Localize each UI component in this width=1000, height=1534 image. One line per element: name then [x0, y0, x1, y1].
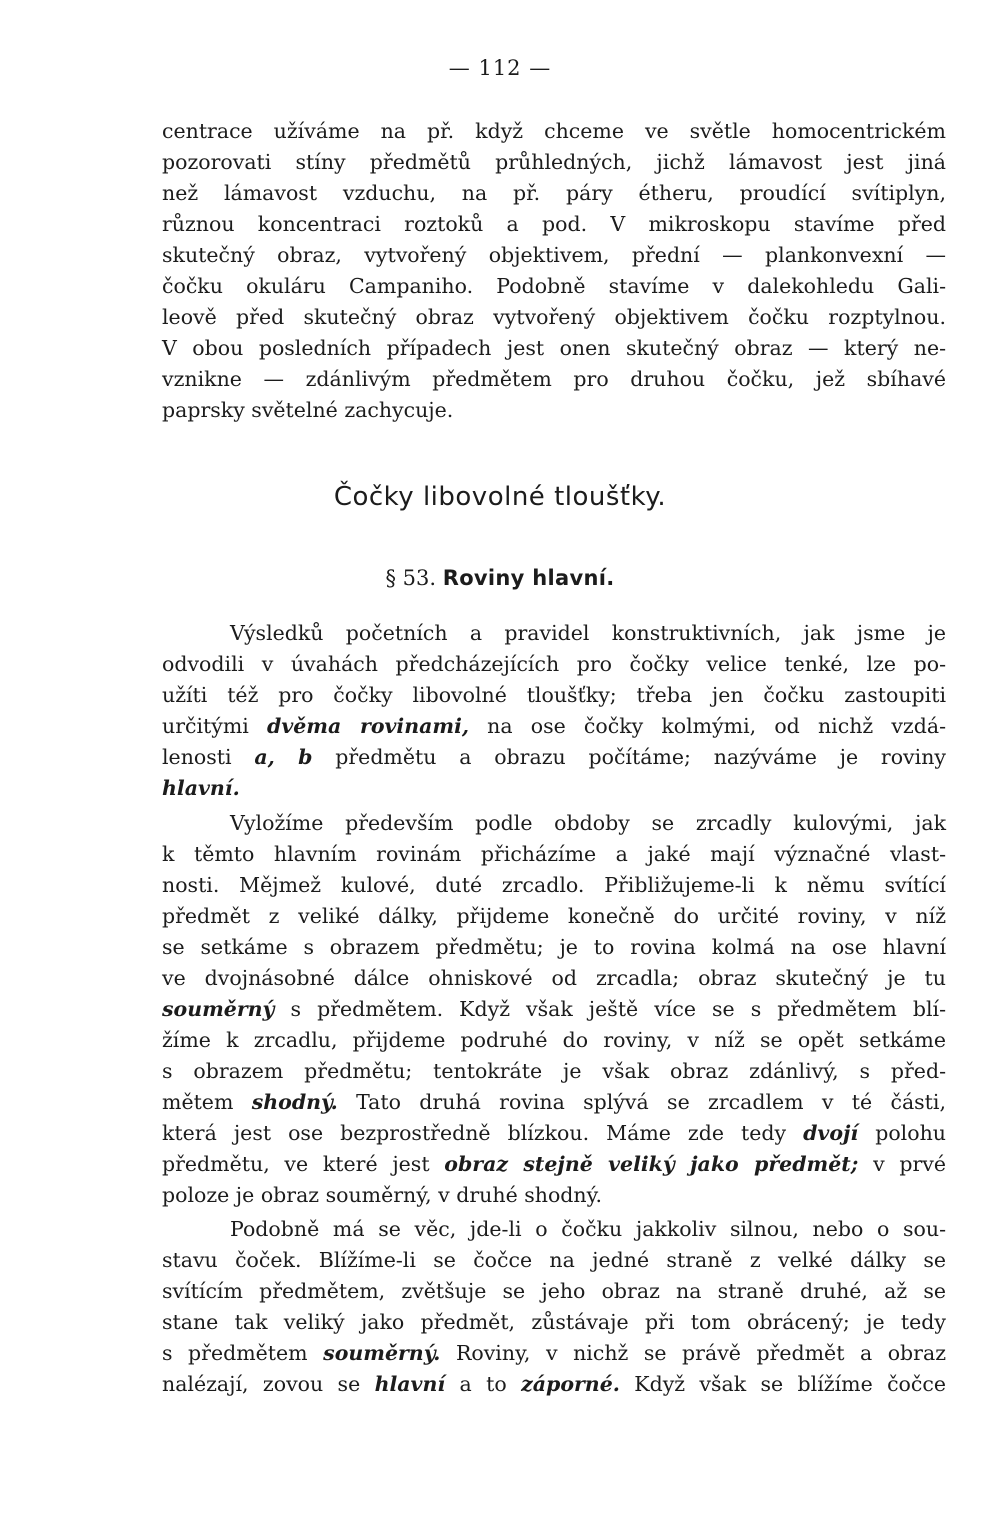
text-segment: žíme k zrcadlu, přijdeme podruhé do roviny, v níž se opět setkáme	[162, 1028, 946, 1052]
text-segment: v prvé	[858, 1152, 947, 1176]
text-line: vznikne — zdánlivým předmětem pro druhou čočku, jež sbíhavé	[162, 367, 946, 391]
text-line	[162, 901, 946, 932]
text-segment: stavu čoček. Blížíme-li se čočce na jedné straně z velké dálky se	[162, 1248, 946, 1272]
text-segment: s předmětem. Když však ještě více se s předmětem blí-	[274, 997, 946, 1021]
emphasized-text: záporné.	[521, 1372, 620, 1396]
text-line	[162, 1087, 946, 1118]
emphasized-text: souměrný	[162, 997, 275, 1021]
text-line	[162, 963, 946, 994]
text-line	[162, 1056, 946, 1087]
text-line	[162, 773, 946, 804]
emphasized-text: obraz stejně veliký jako předmět;	[444, 1152, 859, 1176]
text-line: centrace užíváme na př. když chceme ve světle homocentrickém	[162, 119, 946, 143]
text-segment: Výsledků početních a pravidel konstruktivních, jak jsme je	[230, 621, 946, 645]
text-line: skutečný obraz, vytvořený objektivem, přední — plankonvexní —	[162, 243, 946, 267]
paragraph-1	[162, 116, 946, 426]
text-segment: k těmto hlavním rovinám přicházíme a jaké mají význačné vlast-	[162, 842, 946, 866]
text-segment: stane tak veliký jako předmět, zůstávaje při tom obrácený; je tedy	[162, 1310, 946, 1334]
emphasized-text: souměrný.	[323, 1341, 441, 1365]
text-line	[162, 1338, 946, 1369]
text-segment: lenosti	[162, 745, 255, 769]
text-segment: se setkáme s obrazem předmětu; je to rovina kolmá na ose hlavní	[162, 935, 946, 959]
text-segment: poloze je obraz souměrný, v druhé shodný.	[162, 1183, 602, 1207]
text-segment: nosti. Mějmež kulové, duté zrcadlo. Přibližujeme-li k němu svítící	[162, 873, 946, 897]
text-segment: určitými	[162, 714, 268, 738]
text-line	[162, 808, 946, 839]
text-line: různou koncentraci roztoků a pod. V mikroskopu stavíme před	[162, 212, 946, 236]
text-line: než lámavost vzduchu, na př. páry étheru, proudící svítiplyn,	[162, 181, 946, 205]
emphasized-text: dvěma rovinami,	[267, 714, 470, 738]
text-segment: a to	[445, 1372, 522, 1396]
text-segment: polohu	[858, 1121, 946, 1145]
text-line	[162, 1118, 946, 1149]
text-line	[162, 1214, 946, 1245]
text-line	[162, 932, 946, 963]
section-title: Roviny hlavní.	[442, 566, 615, 590]
text-line	[162, 870, 946, 901]
text-segment: předmět z veliké dálky, přijdeme konečně do určité roviny, v níž	[162, 904, 946, 928]
page-number: — 112 —	[448, 56, 552, 80]
emphasized-text: a, b	[254, 745, 313, 769]
text-segment: předmětu a obrazu počítáme; nazýváme je roviny	[312, 745, 946, 769]
text-line: paprsky světelné zachycuje.	[162, 398, 454, 422]
text-line	[162, 1245, 946, 1276]
text-line: čočku okuláru Campaniho. Podobně stavíme v dalekohledu Gali-	[162, 274, 946, 298]
text-segment: užíti též pro čočky libovolné tloušťky; třeba jen čočku zastoupiti	[162, 683, 946, 707]
text-segment: ve dvojnásobné dálce ohniskové od zrcadla; obraz skutečný je tu	[162, 966, 946, 990]
text-line	[162, 994, 946, 1025]
text-segment: Když však se blížíme čočce	[619, 1372, 946, 1396]
text-line: leově před skutečný obraz vytvořený objektivem čočku rozptylnou.	[162, 305, 946, 329]
emphasized-text: hlavní	[374, 1372, 446, 1396]
text-segment: Podobně má se věc, jde-li o čočku jakkoliv silnou, nebo o sou-	[230, 1217, 946, 1241]
section-number: § 53.	[385, 566, 437, 590]
text-segment: na ose čočky kolmými, od nichž vzdá-	[469, 714, 946, 738]
emphasized-text: hlavní.	[162, 776, 240, 800]
text-line	[162, 839, 946, 870]
text-line	[162, 1369, 946, 1400]
paragraph-2	[162, 618, 946, 804]
text-line	[162, 680, 946, 711]
text-line: pozorovati stíny předmětů průhledných, jichž lámavost jest jiná	[162, 150, 946, 174]
emphasized-text: shodný.	[251, 1090, 338, 1114]
text-segment: s obrazem předmětu; tentokráte je však obraz zdánlivý, s před-	[162, 1059, 946, 1083]
chapter-heading: Čočky libovolné tloušťky.	[333, 482, 667, 512]
text-segment: která jest ose bezprostředně blízkou. Máme zde tedy	[162, 1121, 804, 1145]
text-segment: předmětu, ve které jest	[162, 1152, 445, 1176]
text-line	[162, 1149, 946, 1180]
text-segment: mětem	[162, 1090, 252, 1114]
text-segment: s předmětem	[162, 1341, 324, 1365]
text-line	[162, 1276, 946, 1307]
text-line: V obou posledních případech jest onen skutečný obraz — který ne-	[162, 336, 946, 360]
emphasized-text: dvojí	[803, 1121, 859, 1145]
paragraph-3	[162, 808, 946, 1211]
text-segment: nalézají, zovou se	[162, 1372, 375, 1396]
text-line	[162, 742, 946, 773]
section-heading	[0, 566, 1000, 590]
text-segment: Roviny, v nichž se právě předmět a obraz	[440, 1341, 946, 1365]
text-segment: odvodili v úvahách předcházejících pro čočky velice tenké, lze po-	[162, 652, 946, 676]
text-line	[162, 1180, 946, 1211]
paragraph-4	[162, 1214, 946, 1400]
text-segment: svítícím předmětem, zvětšuje se jeho obraz na straně druhé, až se	[162, 1279, 946, 1303]
text-segment: Tato druhá rovina splývá se zrcadlem v té části,	[337, 1090, 946, 1114]
text-line	[162, 1307, 946, 1338]
text-line	[162, 711, 946, 742]
text-line	[162, 649, 946, 680]
text-segment: Vyložíme především podle obdoby se zrcadly kulovými, jak	[230, 811, 946, 835]
text-line	[162, 618, 946, 649]
text-line	[162, 1025, 946, 1056]
